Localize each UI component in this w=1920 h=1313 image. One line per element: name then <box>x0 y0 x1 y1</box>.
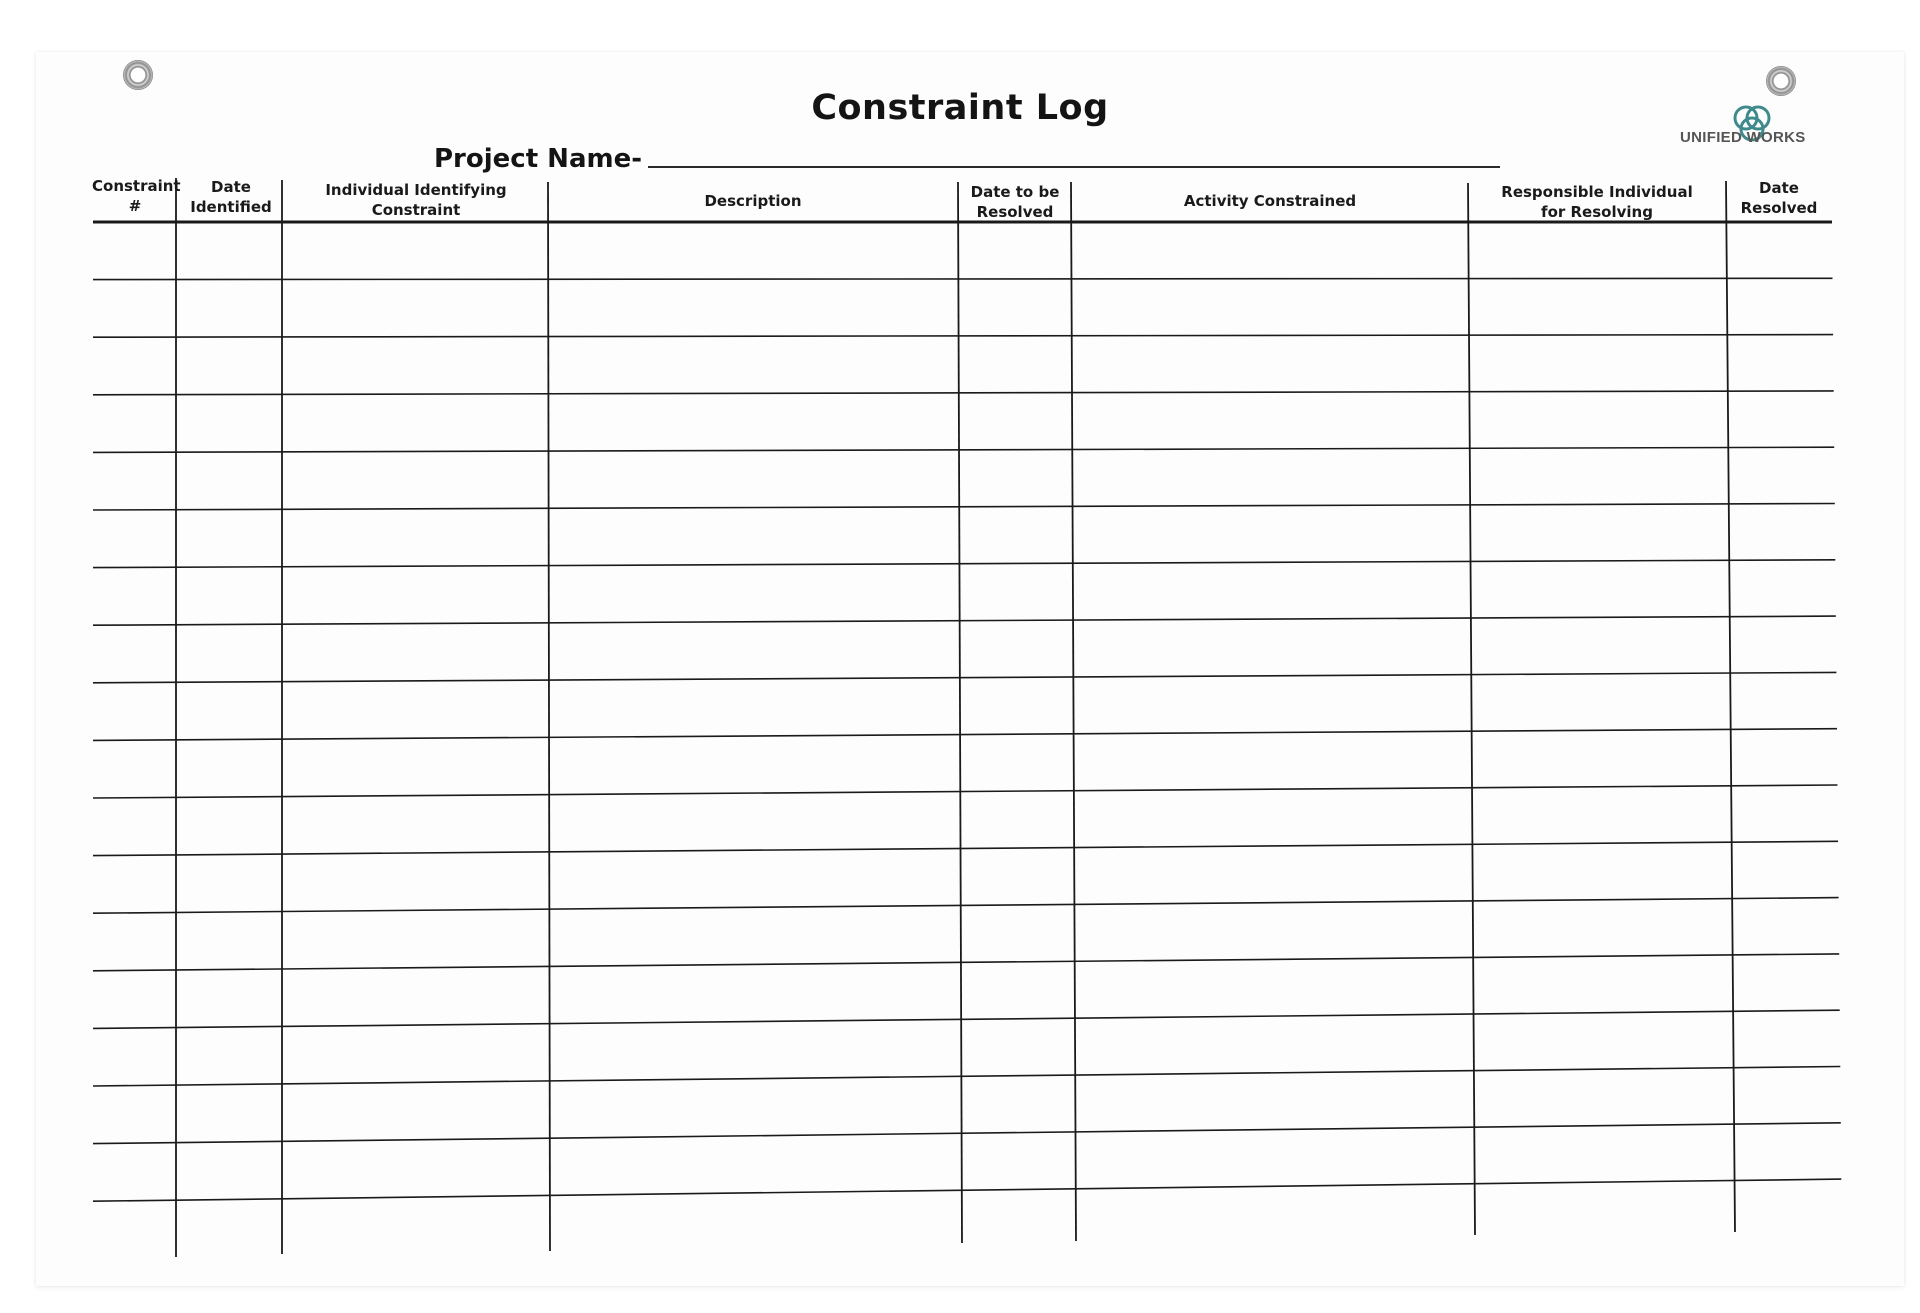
row-rule <box>93 504 1835 511</box>
column-divider <box>548 182 550 1251</box>
company-logo-text: UNIFIED WORKS <box>1680 129 1806 146</box>
column-header-constraint-number: Constraint # <box>92 177 181 215</box>
row-rule <box>93 278 1833 279</box>
column-header-date-identified: Date Identified <box>190 178 272 216</box>
row-rule <box>93 1010 1840 1028</box>
row-rule <box>93 841 1838 855</box>
row-rule <box>93 729 1837 741</box>
column-header-responsible-individual: Responsible Individual for Resolving <box>1501 183 1693 221</box>
column-header-date-to-be-resolved: Date to be Resolved <box>970 183 1060 221</box>
row-rule <box>93 335 1833 338</box>
row-rule <box>93 954 1839 971</box>
project-name-label: Project Name- <box>434 144 642 174</box>
column-header-activity-constrained: Activity Constrained <box>1183 192 1357 210</box>
column-divider <box>1726 181 1735 1232</box>
row-rule <box>93 616 1836 625</box>
row-rule <box>93 1067 1840 1087</box>
column-divider <box>1468 183 1475 1235</box>
column-header-individual-identifying: Individual Identifying Constraint <box>325 181 507 219</box>
row-rule <box>93 447 1834 452</box>
row-rule <box>93 785 1838 798</box>
column-divider <box>1071 182 1076 1241</box>
row-rule <box>93 898 1839 914</box>
column-divider <box>958 182 962 1243</box>
row-rule <box>93 391 1834 395</box>
row-rule <box>93 1123 1841 1144</box>
column-header-description: Description <box>704 192 802 210</box>
row-rule <box>93 560 1835 568</box>
column-header-date-resolved: Date Resolved <box>1740 179 1818 217</box>
row-rule <box>93 672 1836 682</box>
page-title: Constraint Log <box>811 88 1109 128</box>
row-rule <box>93 1179 1841 1201</box>
